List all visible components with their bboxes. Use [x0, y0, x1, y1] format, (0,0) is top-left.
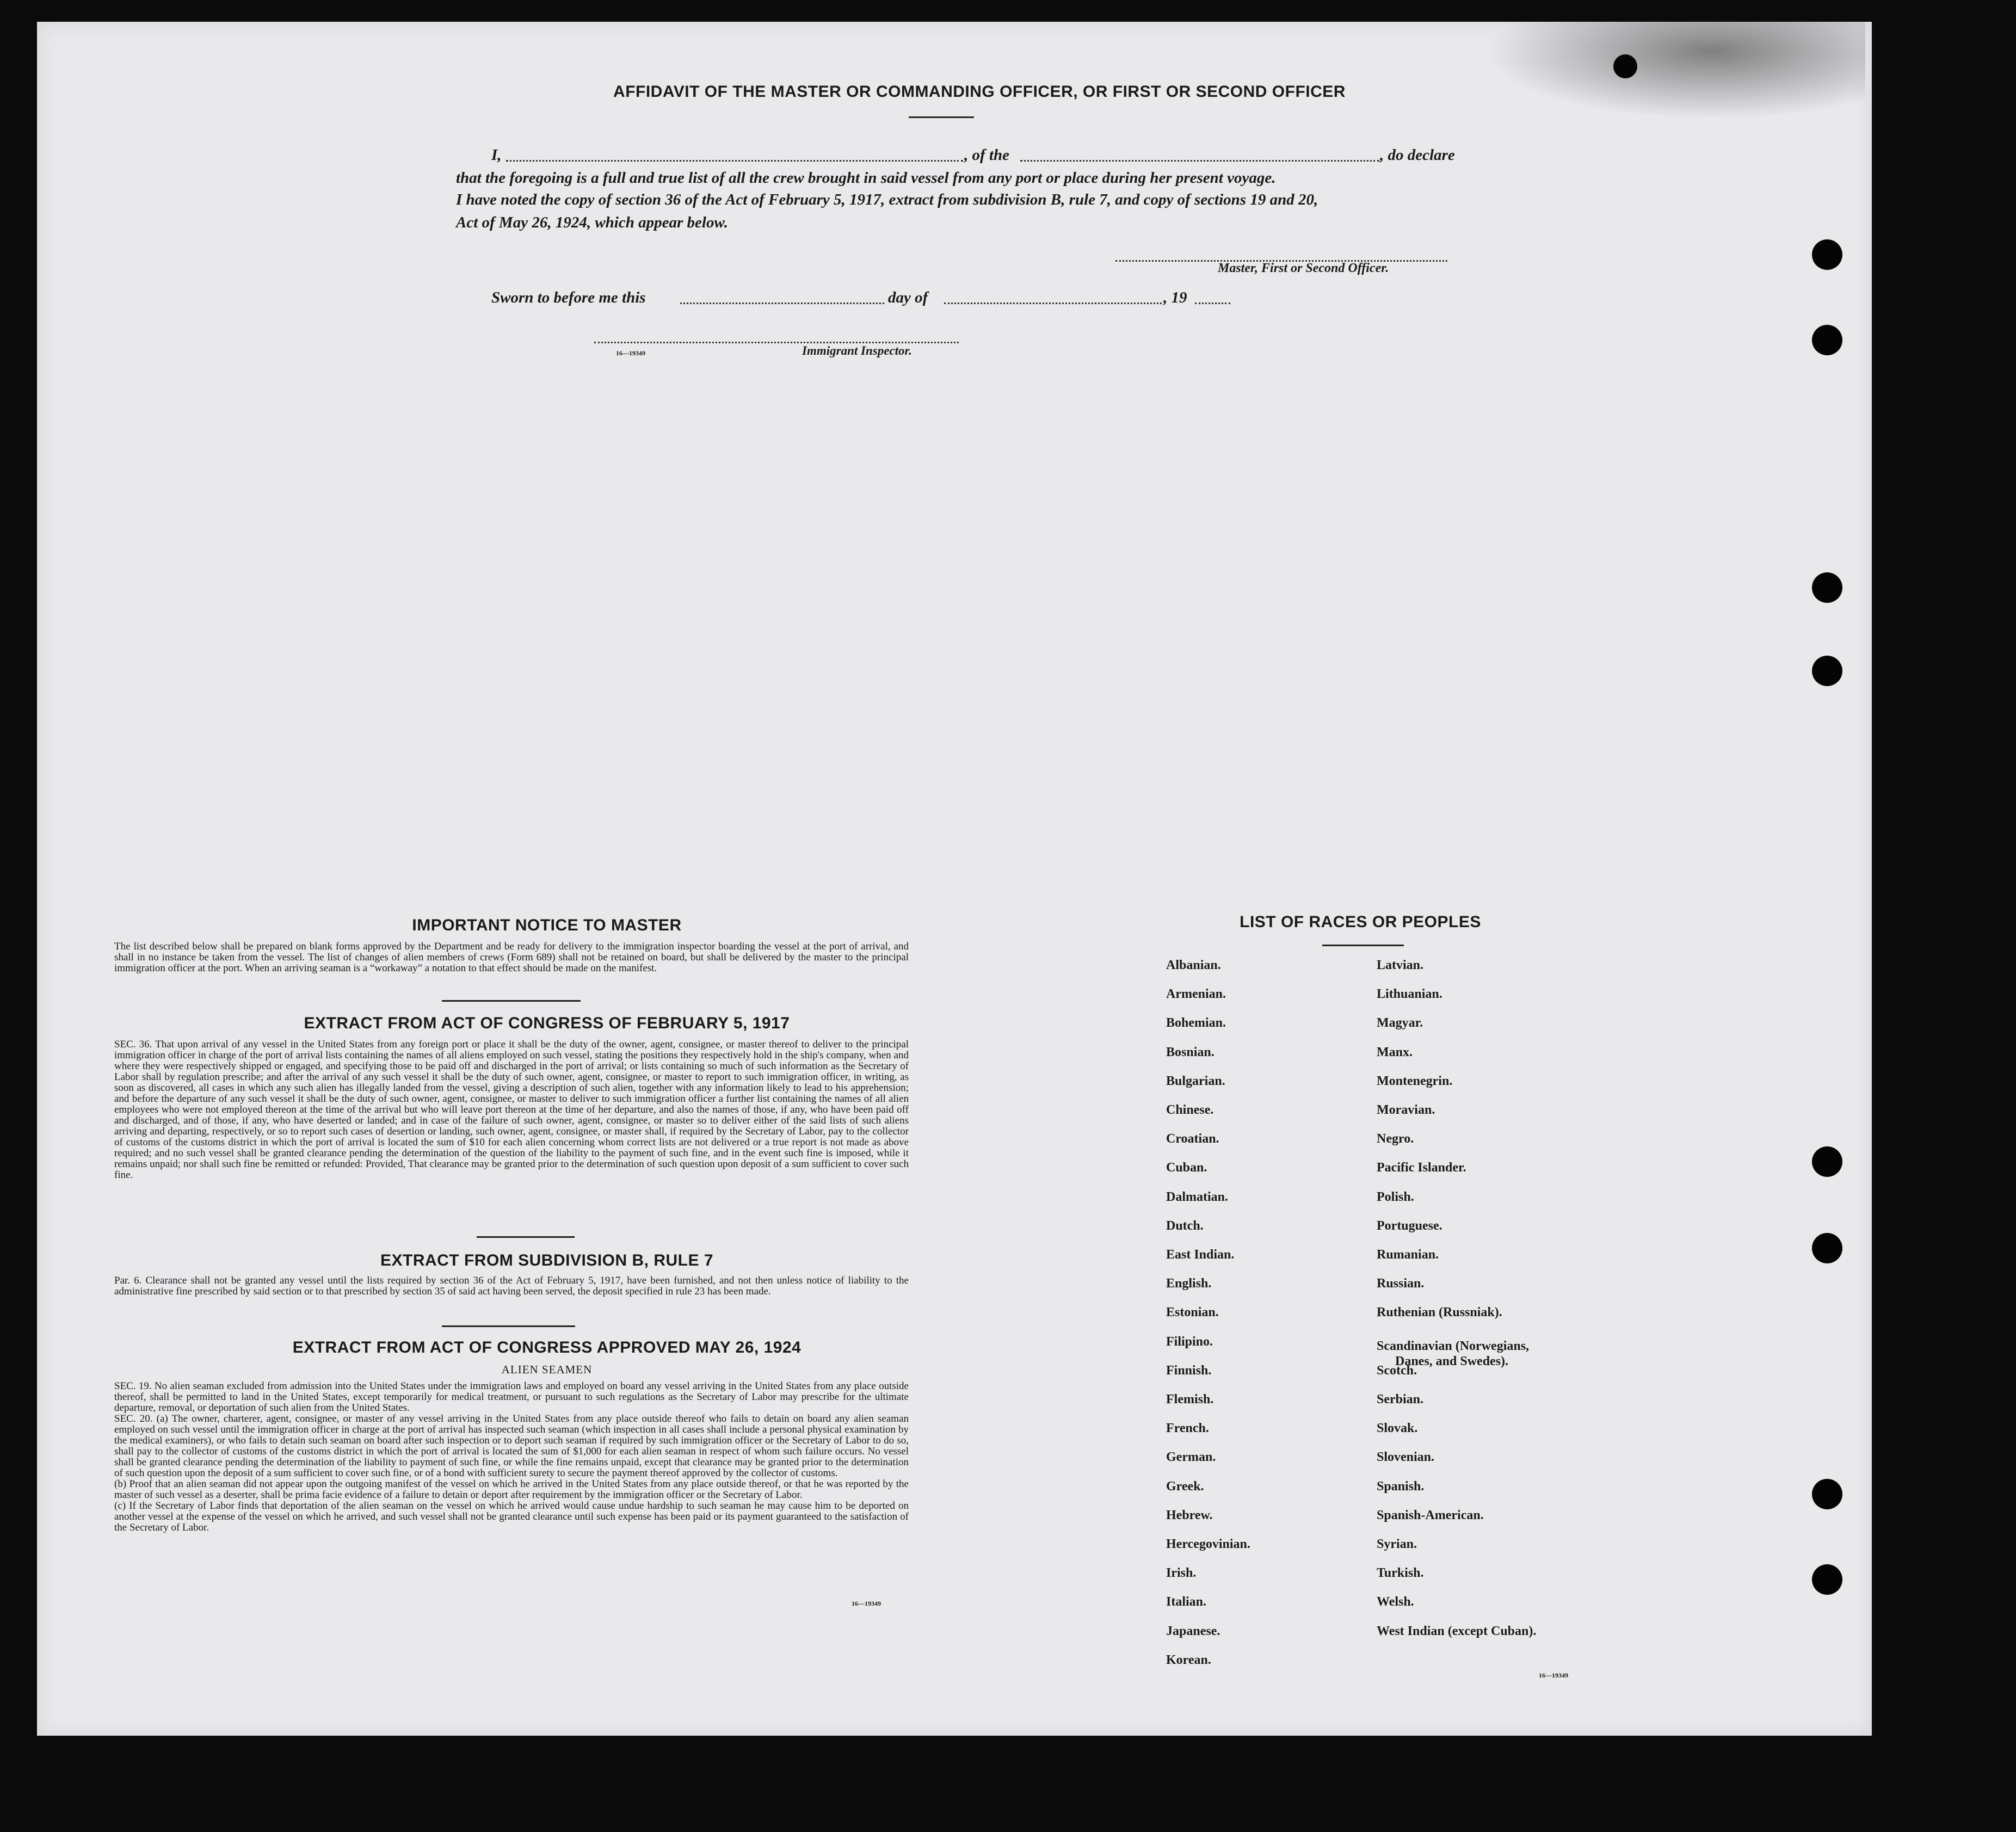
punch-hole: [1812, 1233, 1842, 1263]
race-item: Albanian.: [1166, 958, 1221, 972]
form-number: 16—19349: [1539, 1671, 1568, 1679]
race-item: Welsh.: [1377, 1595, 1414, 1609]
declaration-line-2: I have noted the copy of section 36 of the Act of February 5, 1917, extract from subdivision B, rule 7, and copy of sections 19 and 20,: [456, 191, 1318, 208]
sworn-day-of-label: day of: [888, 289, 928, 306]
form-number: 16—19349: [616, 349, 645, 357]
race-item: Hebrew.: [1166, 1508, 1213, 1522]
race-item: Bulgarian.: [1166, 1074, 1225, 1088]
race-item: Korean.: [1166, 1653, 1211, 1667]
sworn-year-blank-line: [1195, 303, 1230, 304]
race-item: Chinese.: [1166, 1103, 1214, 1117]
race-item: Bosnian.: [1166, 1045, 1214, 1059]
sworn-year-label: , 19: [1163, 289, 1187, 306]
punch-hole: [1812, 1564, 1842, 1595]
punch-hole: [1812, 572, 1842, 603]
race-item: Slovenian.: [1377, 1450, 1435, 1464]
race-item: Lithuanian.: [1377, 987, 1442, 1001]
affidavit-title: AFFIDAVIT OF THE MASTER OR COMMANDING OFFICER, OR FIRST OR SECOND OFFICER: [613, 83, 1346, 101]
divider: [442, 1000, 581, 1002]
section-19-text: SEC. 19. No alien seaman excluded from admission into the United States under the immigration laws and employed on board any vessel arriving in the United States from any place outside thereof, shall be permitted to land in the United States, except temporarily for medical treatment, or pursuant to such regulations as the Secretary of Labor may prescribe for the ultimate departure, removal, or deportation of such alien from the United States.: [114, 1380, 909, 1414]
race-item: Syrian.: [1377, 1537, 1417, 1551]
extract-1917-text: SEC. 36. That upon arrival of any vessel in the United States from any foreign port or place it shall be the duty of the owner, agent, consignee, or master thereof to deliver to the principal immigration officer in charge of the port of arrival lists containing the names of all aliens employed on such vessel, stating the positions they respectively hold in the ship's company, when and where they were respectively shipped or engaged, and specifying those to be paid off and discharged in the port of arrival; or lists containing so much of such information as the Secretary of Labor shall by regulation prescribe; and after the arrival of any such vessel it shall be the duty of such owner, agent, consignee, or master to report to such immigration officer, in writing, as soon as discovered, all cases in which any such alien has illegally landed from the vessel, giving a description of such alien, together with any information likely to lead to his apprehension; and before the departure of any such vessel it shall be the duty of such owner, agent, consignee, or master to deliver to such immigration officer a further list containing the names of all alien employees who were not employed thereon at the time of the arrival but who will leave port thereon at the time of her departure, and also the names of those, if any, who have been paid off and discharged, and of those, if any, who have deserted or landed; and in case of the failure of such owner, agent, consignee, or master so to deliver either of the said lists of such aliens arriving and departing, respectively, or so to report such cases of desertion or landing, such owner, agent, consignee, or master shall, if required by the Secretary of Labor, pay to the collector of customs of the customs district in which the port of arrival is located the sum of $10 for each alien concerning whom correct lists are not delivered or a true report is not made as above required; and no such vessel shall be granted clearance pending the determination of the question of the liability to the payment of such fine, and in the event such fine is imposed, while it remains unpaid; nor shall such fine be remitted or refunded: Provided, That clearance may be granted prior to the determination of such question upon deposit of a sum sufficient to cover such fine.: [114, 1039, 909, 1181]
race-item: Serbian.: [1377, 1392, 1424, 1407]
declaration-line-3: Act of May 26, 1924, which appear below.: [456, 214, 728, 231]
race-item: Flemish.: [1166, 1392, 1214, 1407]
race-item: Armenian.: [1166, 987, 1226, 1001]
punch-hole: [1812, 1479, 1842, 1509]
race-item: East Indian.: [1166, 1248, 1235, 1262]
race-item: Scandinavian (Norwegians,: [1377, 1339, 1530, 1353]
extract-1924-title: EXTRACT FROM ACT OF CONGRESS APPROVED MAY 26, 1924: [292, 1338, 802, 1356]
race-item: Spanish.: [1377, 1479, 1425, 1494]
race-item: Rumanian.: [1377, 1248, 1439, 1262]
race-item: Croatian.: [1166, 1132, 1219, 1146]
sworn-day-blank-line: [680, 303, 884, 304]
race-item: Slovak.: [1377, 1421, 1418, 1435]
race-item: Negro.: [1377, 1132, 1414, 1146]
race-item: German.: [1166, 1450, 1216, 1464]
race-item: Hercegovinian.: [1166, 1537, 1250, 1551]
extract-1924-body: [114, 1381, 909, 1533]
race-item: Pacific Islander.: [1377, 1161, 1466, 1175]
sworn-label: Sworn to before me this: [491, 289, 646, 306]
race-item: Moravian.: [1377, 1103, 1435, 1117]
race-item: Greek.: [1166, 1479, 1204, 1494]
race-item: Japanese.: [1166, 1624, 1220, 1638]
race-item: Italian.: [1166, 1595, 1207, 1609]
race-item: Spanish-American.: [1377, 1508, 1484, 1522]
divider: [909, 116, 974, 118]
race-item: Irish.: [1166, 1566, 1197, 1580]
race-item: Bohemian.: [1166, 1016, 1226, 1030]
inspector-blank-line: [594, 342, 959, 343]
race-item: Cuban.: [1166, 1161, 1207, 1175]
races-title: LIST OF RACES OR PEOPLES: [1240, 913, 1481, 931]
extract-1924-subtitle: ALIEN SEAMEN: [501, 1363, 593, 1376]
ink-smudge: [1484, 22, 1865, 120]
section-20a-text: SEC. 20. (a) The owner, charterer, agent, consignee, or master of any vessel arriving in the United States from any place outside thereof who fails to detain on board any alien seaman employed on such vessel until the immigration officer in charge at the port of arrival has inspected such seaman (which inspection in all cases shall include a personal physical examination by the medical examiners), or who fails to detain such seaman on board after such inspection or to deport such seaman if required by such immigration officer or the Secretary of Labor to do so, shall pay to the collector of customs of the customs district in which the port of arrival is located the sum of $1,000 for each alien seaman in respect of whom such failure occurs. No vessel shall be granted clearance pending the determination of the liability to payment of such fine, or while the fine remains unpaid, except that clearance may be granted prior to the determination of such question upon the deposit of a sum sufficient to cover such fine, or of a bond with sufficient surety to secure the payment thereof approved by the collector of customs.: [114, 1413, 909, 1479]
race-item: Ruthenian (Russniak).: [1377, 1305, 1502, 1319]
race-item: Filipino.: [1166, 1335, 1213, 1349]
race-item: Dutch.: [1166, 1219, 1204, 1233]
extract-rule7-title: EXTRACT FROM SUBDIVISION B, RULE 7: [380, 1251, 714, 1269]
race-item: Turkish.: [1377, 1566, 1424, 1580]
divider: [477, 1236, 575, 1238]
extract-1917-title: EXTRACT FROM ACT OF CONGRESS OF FEBRUARY 5, 1917: [304, 1014, 790, 1032]
race-item: English.: [1166, 1276, 1212, 1291]
declaration-line-1: that the foregoing is a full and true list of all the crew brought in said vessel from any port or place during her present voyage.: [456, 169, 1276, 187]
punch-hole: [1812, 656, 1842, 686]
divider: [442, 1325, 575, 1327]
race-item: Magyar.: [1377, 1016, 1423, 1030]
race-item: Portuguese.: [1377, 1219, 1442, 1233]
race-item: French.: [1166, 1421, 1209, 1435]
sworn-month-blank-line: [944, 303, 1162, 304]
race-item: Montenegrin.: [1377, 1074, 1453, 1088]
signature-label: Master, First or Second Officer.: [1218, 261, 1389, 275]
declaration-of-the-label: , of the: [964, 146, 1009, 164]
punch-hole: [1812, 1146, 1842, 1177]
race-item: Latvian.: [1377, 958, 1424, 972]
race-item: Dalmatian.: [1166, 1190, 1228, 1204]
race-item: Danes, and Swedes).: [1395, 1354, 1509, 1368]
race-item: Russian.: [1377, 1276, 1425, 1291]
declaration-do-declare-label: , do declare: [1380, 146, 1455, 164]
race-item: Polish.: [1377, 1190, 1414, 1204]
section-20c-text: (c) If the Secretary of Labor finds that deportation of the alien seaman on the vessel on which he arrived would cause undue hardship to such seaman he may cause him to be deported on another vessel at the expense of the vessel on which he arrived, and such vessel shall not be granted clearance until such expense has been paid or its payment guaranteed to the satisfaction of the Secretary of Labor.: [114, 1500, 909, 1533]
punch-hole: [1812, 239, 1842, 270]
punch-hole: [1812, 325, 1842, 355]
form-number: 16—19349: [852, 1600, 881, 1607]
section-20b-text: (b) Proof that an alien seaman did not appear upon the outgoing manifest of the vessel on which he arrived in the United States from any place outside thereof, or that he was reported by the master of such vessel as a deserter, shall be prima facie evidence of a failure to detain or deport after requirement by the immigration officer or the Secretary of Labor.: [114, 1478, 909, 1501]
inspector-label: Immigrant Inspector.: [802, 344, 912, 357]
notice-title: IMPORTANT NOTICE TO MASTER: [412, 916, 682, 934]
race-item: Manx.: [1377, 1045, 1413, 1059]
race-item: Estonian.: [1166, 1305, 1219, 1319]
vessel-blank-line: [1020, 160, 1379, 162]
punch-hole: [1613, 54, 1637, 78]
declaration-i-label: I,: [491, 146, 502, 164]
extract-rule7-text: Par. 6. Clearance shall not be granted any vessel until the lists required by section 36 of the Act of February 5, 1917, have been furnished, and not then unless notice of liability to the administrative fine prescribed by said section or to that prescribed by section 35 of said act having been served, the deposit specified in rule 23 has been made.: [114, 1275, 909, 1297]
name-blank-line: [506, 160, 963, 162]
race-item: Finnish.: [1166, 1364, 1212, 1378]
notice-text: The list described below shall be prepared on blank forms approved by the Department and be ready for delivery to the immigration inspector boarding the vessel at the port of arrival, and shall in no instance be taken from the vessel. The list of changes of alien members of crews (Form 689) shall not be retained on board, but shall be delivered by the master to the principal immigration officer at the port. When an arriving seaman is a “workaway” a notation to that effect should be made on the manifest.: [114, 941, 909, 974]
divider: [1322, 945, 1404, 946]
race-item: West Indian (except Cuban).: [1377, 1624, 1537, 1638]
race-item: Scotch.: [1377, 1364, 1417, 1378]
